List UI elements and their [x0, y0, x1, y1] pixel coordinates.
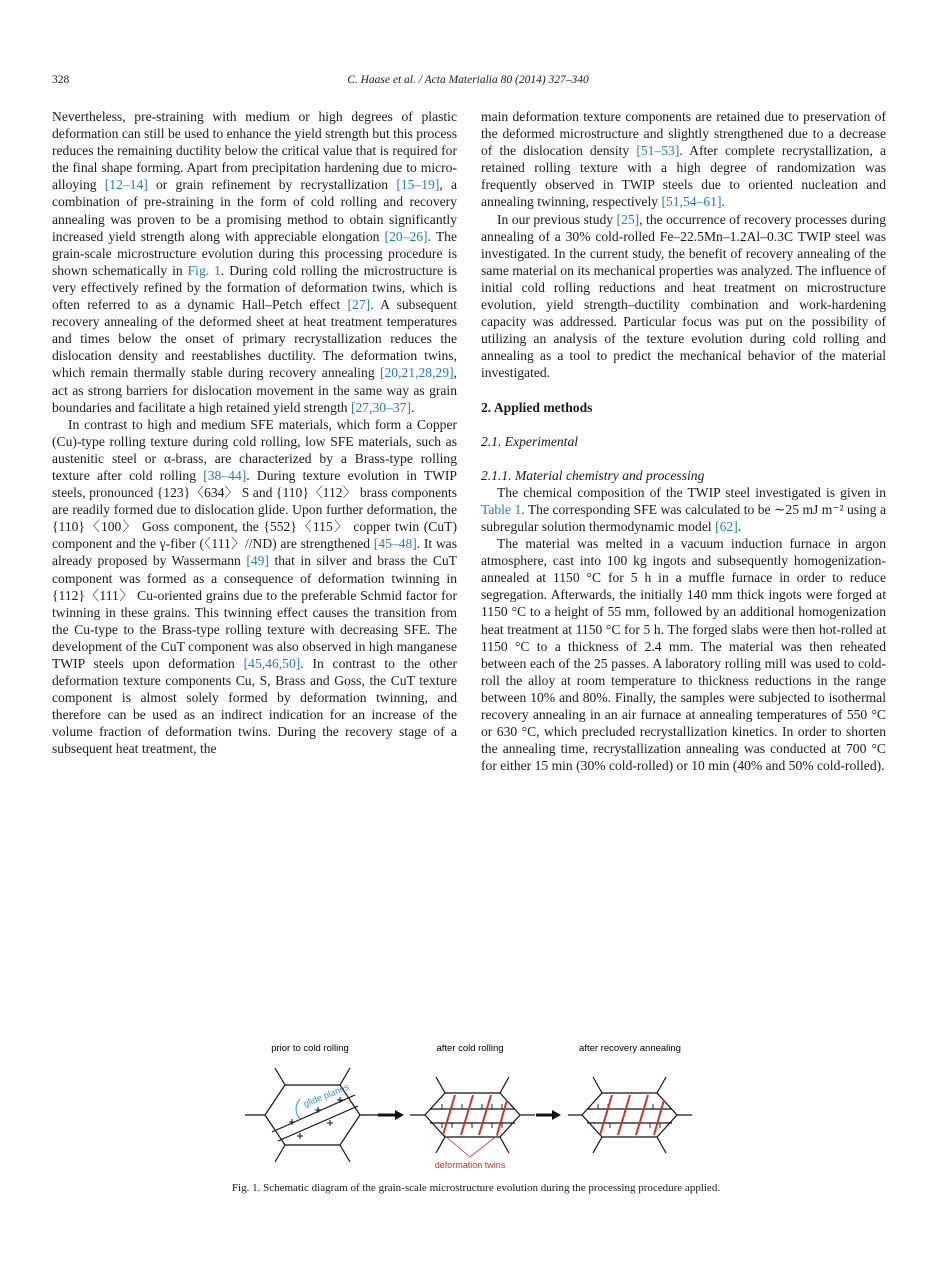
paragraph-text: , a combination of pre-straining in the form of cold rolling and recovery annealing was proven to be a promising method to obtain significantly increased yield strength along with appreciable elongation — [52, 177, 457, 244]
grain-prior — [245, 1068, 378, 1162]
label-after-recovery-annealing: after recovery annealing — [579, 1043, 681, 1054]
arrow-right-icon — [378, 1110, 404, 1120]
label-deformation-twins: deformation twins — [434, 1160, 506, 1170]
grain-after-recovery-annealing — [568, 1077, 692, 1153]
running-title: C. Haase et al. / Acta Materialia 80 (2014) 327–340 — [347, 74, 589, 86]
deformation-twins — [443, 1095, 507, 1135]
paragraph-text: . The grain-scale microstructure evolution during this processing procedure is shown schematically in — [52, 228, 458, 278]
paragraph-text: In contrast to high and medium SFE materials, which form a Copper (Cu)-type rolling texture during cold rolling, low SFE materials, such as austenitic steel or α-brass, are characterized by a Brass-type rolling texture after cold rolling — [52, 416, 457, 483]
right-column — [481, 108, 886, 774]
paragraph — [52, 416, 457, 758]
paragraph — [52, 108, 457, 416]
paragraph-text: main deformation texture components are retained due to preservation of the deformed microstructure and slightly strengthened due to a decrease of the dislocation density — [481, 109, 886, 159]
subsection-heading: 2.1. Experimental — [481, 433, 579, 449]
paragraph-text: . — [737, 518, 742, 534]
grain-after-cold-rolling — [410, 1077, 535, 1153]
paragraph-text: . A subsequent recovery annealing of the deformed sheet at heat treatment temperatures and times below the onset of primary recrystallization reduces the dislocation density and reestablishes ductility. The deformation twins, which remain thermally stable during recovery annealing — [52, 297, 458, 381]
paragraph-text: . The corresponding SFE was calculated to be ∼25 mJ m⁻² using a subregular solution thermodynamic model — [481, 501, 886, 534]
section-heading: 2. Applied methods — [481, 399, 593, 415]
citation-link[interactable]: [25] — [616, 211, 640, 227]
citation-link[interactable]: [12–14] — [104, 177, 148, 193]
paragraph-text: The chemical composition of the TWIP steel investigated is given in — [497, 484, 886, 500]
figure-1 — [230, 1035, 710, 1175]
page-header — [52, 74, 884, 90]
label-after-cold-rolling: after cold rolling — [436, 1043, 504, 1054]
paragraph — [481, 484, 886, 535]
page-number: 328 — [52, 74, 70, 86]
paragraph-text: . After complete recrystallization, a retained rolling texture with a high degree of randomization was frequently observed in TWIP steels due to oriented nucleation and annealing twinning, respectively — [481, 143, 886, 210]
paragraph-text: , act as strong barriers for dislocation movement in the same way as grain boundaries and facilitate a high retained yield strength — [52, 365, 457, 415]
paragraph-text: . In contrast to the other deformation texture components Cu, S, Brass and Goss, the CuT texture component is almost solely formed by deformation twinning, and therefore can be used as an indirect indication for an increase of the volume fraction of deformation twins. During the recovery stage of a subsequent heat treatment, the — [52, 656, 458, 757]
figure-schematic — [230, 1035, 710, 1175]
citation-link[interactable]: [20,21,28,29] — [379, 365, 454, 381]
citation-link[interactable]: [49] — [246, 553, 269, 569]
paragraph-text: Nevertheless, pre-straining with medium or high degrees of plastic deformation can still be used to enhance the yield strength but this process reduces the remaining ductility below the critical value that is required for the final shape forming. Apart from precipitation hardening due to micro-alloying — [52, 109, 457, 193]
paragraph-text: or grain refinement by recrystallization — [147, 177, 397, 193]
citation-link[interactable]: [51,54–61] — [661, 194, 722, 210]
arrow-right-icon — [536, 1110, 561, 1120]
paragraph-text: The material was melted in a vacuum induction furnace in argon atmosphere, cast into 100 kg ingots and subsequently homogenization-annealed at 1150 °C for 5 h in a muffle furnace in order to reduce segregation. Afterwards, the initially 140 mm thick ingots were forged at 1150 °C to a height of 55 mm, followed by an additional homogenization heat treatment at 1150 °C for 5 h. The forged slabs were then hot-rolled at 1150 °C to a thickness of 2.4 mm. The material was then reheated between each of the 25 passes. A laboratory rolling mill was used to cold-roll the alloy at room temperature to thickness reductions in the range between 10% and 80%. Finally, the samples were subjected to isothermal recovery annealing in an air furnace at annealing temperatures of 550 °C or 630 °C, which precluded recrystallization kinetics. In order to shorten the annealing time, recrystallization annealing was conducted at 700 °C for either 15 min (30% cold-rolled) or 10 min (40% and 50% cold-rolled). — [481, 536, 886, 774]
citation-link[interactable]: Table 1 — [481, 501, 522, 517]
deformation-twins-recovered — [600, 1095, 664, 1135]
citation-link[interactable]: [45,46,50] — [243, 656, 301, 671]
paragraph-text: . During cold rolling the microstructure is very effectively refined by the formation of deformation twins, which is often referred to as a dynamic Hall–Petch effect — [52, 262, 457, 313]
citation-link[interactable]: Fig. 1 — [187, 262, 221, 278]
subsubsection-heading: 2.1.1. Material chemistry and processing — [481, 467, 705, 483]
glide-planes-bracket — [296, 1099, 300, 1119]
paragraph-text: In our previous study — [497, 211, 617, 227]
paragraph-text: . During texture evolution in TWIP steels, pronounced {123}〈634〉 S and {110}〈112〉 brass components are readily formed due to dislocation glide. Upon further deformation, the {110}〈100〉 Goss component, the {552}〈115〉 copper twin (CuT) component and the γ-fiber (〈111〉//ND) are strengthened — [52, 467, 457, 552]
citation-link[interactable]: [15–19] — [396, 177, 440, 193]
citation-link[interactable]: [20–26] — [384, 228, 428, 244]
paragraph-text: , the occurrence of recovery processes during annealing of a 30% cold-rolled Fe–22.5Mn–1.2Al–0.3C TWIP steel was investigated. In the current study, the benefit of recovery annealing of the same material on its mechanical properties was analyzed. The influence of initial cold rolling reductions and heat treatment on microstructure evolution, yield strength–ductility combination and work-hardening capacity was addressed. Particular focus was put on the possibility of utilizing an analysis of the texture evolution during cold rolling and annealing as a tool to predict the mechanical behavior of the material investigated. — [481, 211, 887, 381]
paragraph — [481, 108, 886, 211]
twins-pointer — [444, 1135, 498, 1157]
citation-link[interactable]: [38–44] — [203, 467, 247, 483]
citation-link[interactable]: [27,30–37] — [350, 399, 411, 415]
paragraph-text: that in silver and brass the CuT component was formed as a consequence of deformation twinning in {112}〈111〉 Cu-oriented grains due to the preferable Schmid factor for twinning in these grains. This twinning effect causes the transition from the Cu-type to the Brass-type rolling texture with decreasing SFE. The development of the CuT component was also observed in high manganese TWIP steels upon deformation — [52, 553, 457, 671]
citation-link[interactable]: [51–53] — [636, 143, 680, 159]
paragraph-text: . It was already proposed by Wassermann — [52, 536, 457, 569]
paragraph — [481, 211, 886, 382]
paragraph-text: . — [721, 194, 725, 210]
label-prior-to-cold-rolling: prior to cold rolling — [271, 1043, 349, 1054]
figure-caption: Fig. 1. Schematic diagram of the grain-scale microstructure evolution during the processing procedure applied. — [231, 1182, 721, 1194]
left-column — [52, 108, 457, 758]
label-glide-planes: glide planes — [302, 1081, 351, 1109]
citation-link[interactable]: [45–48] — [373, 536, 417, 552]
citation-link[interactable]: [27] — [347, 297, 371, 313]
paragraph — [481, 535, 886, 774]
citation-link[interactable]: [62] — [715, 518, 738, 534]
paragraph-text: . — [411, 399, 415, 415]
